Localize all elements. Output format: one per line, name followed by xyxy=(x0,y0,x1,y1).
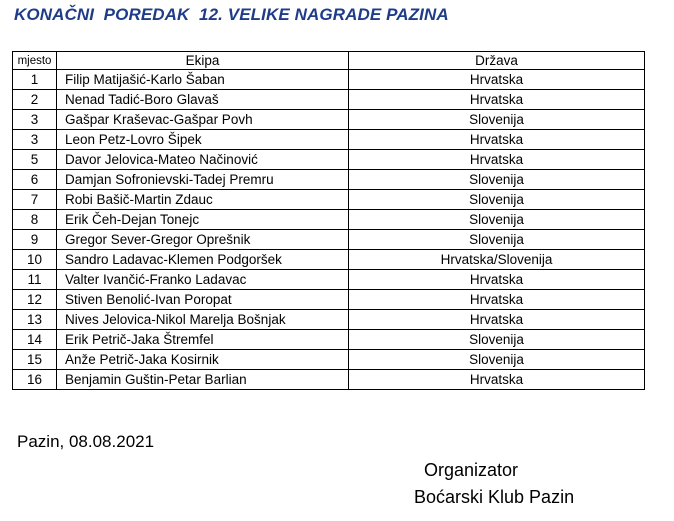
cell-rank: 1 xyxy=(13,70,57,90)
cell-team: Valter Ivančić-Franko Ladavac xyxy=(57,270,349,290)
cell-rank: 8 xyxy=(13,210,57,230)
cell-country: Slovenija xyxy=(349,330,645,350)
cell-rank: 15 xyxy=(13,350,57,370)
cell-country: Hrvatska xyxy=(349,70,645,90)
cell-rank: 12 xyxy=(13,290,57,310)
cell-rank: 5 xyxy=(13,150,57,170)
table-row xyxy=(13,170,645,190)
table-row xyxy=(13,250,645,270)
table-row xyxy=(13,150,645,170)
column-header-country: Država xyxy=(349,52,645,70)
place-date: Pazin, 08.08.2021 xyxy=(17,432,155,451)
cell-team: Robi Bašič-Martin Zdauc xyxy=(57,190,349,210)
cell-rank: 11 xyxy=(13,270,57,290)
results-table xyxy=(12,51,645,390)
cell-country: Slovenija xyxy=(349,170,645,190)
cell-country: Slovenija xyxy=(349,230,645,250)
cell-rank: 16 xyxy=(13,370,57,390)
table-row xyxy=(13,190,645,210)
table-row xyxy=(13,290,645,310)
cell-rank: 6 xyxy=(13,170,57,190)
cell-country: Hrvatska/Slovenija xyxy=(349,250,645,270)
cell-team: Filip Matijašić-Karlo Šaban xyxy=(57,70,349,90)
cell-rank: 10 xyxy=(13,250,57,270)
cell-team: Benjamin Guštin-Petar Barlian xyxy=(57,370,349,390)
cell-rank: 13 xyxy=(13,310,57,330)
results-body xyxy=(13,70,645,390)
table-row xyxy=(13,370,645,390)
cell-team: Sandro Ladavac-Klemen Podgoršek xyxy=(57,250,349,270)
cell-team: Gašpar Kraševac-Gašpar Povh xyxy=(57,110,349,130)
cell-country: Hrvatska xyxy=(349,310,645,330)
cell-team: Erik Petrič-Jaka Štremfel xyxy=(57,330,349,350)
table-row xyxy=(13,350,645,370)
cell-rank: 3 xyxy=(13,110,57,130)
table-row xyxy=(13,310,645,330)
cell-team: Erik Čeh-Dejan Tonejc xyxy=(57,210,349,230)
table-row xyxy=(13,230,645,250)
document-title: KONAČNI POREDAK 12. VELIKE NAGRADE PAZINA xyxy=(14,5,449,24)
organizer-label: Organizator xyxy=(424,460,519,480)
cell-country: Hrvatska xyxy=(349,130,645,150)
cell-team: Nives Jelovica-Nikol Marelja Bošnjak xyxy=(57,310,349,330)
cell-country: Slovenija xyxy=(349,350,645,370)
column-header-team: Ekipa xyxy=(57,52,349,70)
cell-team: Damjan Sofronievski-Tadej Premru xyxy=(57,170,349,190)
cell-team: Stiven Benolić-Ivan Poropat xyxy=(57,290,349,310)
table-row xyxy=(13,270,645,290)
cell-team: Gregor Sever-Gregor Oprešnik xyxy=(57,230,349,250)
cell-country: Slovenija xyxy=(349,190,645,210)
cell-team: Nenad Tadić-Boro Glavaš xyxy=(57,90,349,110)
cell-rank: 7 xyxy=(13,190,57,210)
cell-country: Hrvatska xyxy=(349,290,645,310)
cell-rank: 14 xyxy=(13,330,57,350)
cell-country: Slovenija xyxy=(349,110,645,130)
cell-country: Hrvatska xyxy=(349,150,645,170)
table-row xyxy=(13,210,645,230)
cell-team: Davor Jelovica-Mateo Načinović xyxy=(57,150,349,170)
table-row xyxy=(13,130,645,150)
cell-rank: 9 xyxy=(13,230,57,250)
table-row xyxy=(13,90,645,110)
cell-team: Leon Petz-Lovro Šipek xyxy=(57,130,349,150)
cell-country: Hrvatska xyxy=(349,370,645,390)
cell-rank: 2 xyxy=(13,90,57,110)
column-header-rank: mjesto xyxy=(13,52,57,70)
cell-country: Hrvatska xyxy=(349,90,645,110)
cell-country: Hrvatska xyxy=(349,270,645,290)
cell-country: Slovenija xyxy=(349,210,645,230)
cell-team: Anže Petrič-Jaka Kosirnik xyxy=(57,350,349,370)
cell-rank: 3 xyxy=(13,130,57,150)
table-row xyxy=(13,330,645,350)
table-row xyxy=(13,110,645,130)
organizer-name: Boćarski Klub Pazin xyxy=(414,487,575,507)
table-header-row xyxy=(13,52,645,70)
table-row xyxy=(13,70,645,90)
